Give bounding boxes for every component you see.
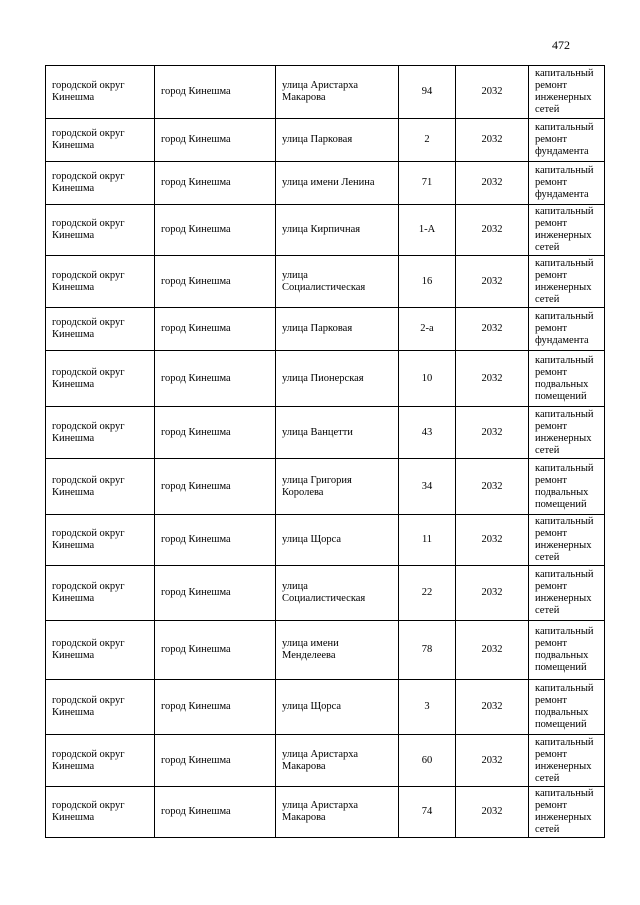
cell-house-number: 94	[399, 66, 456, 119]
cell-street: улица Социалистическая	[276, 566, 399, 621]
cell-district: городской округ Кинешма	[46, 351, 155, 407]
table-row	[46, 621, 605, 680]
cell-house-number: 71	[399, 162, 456, 205]
cell-street: улица Щорса	[276, 680, 399, 735]
cell-town: город Кинешма	[155, 308, 276, 351]
table-row	[46, 787, 605, 838]
cell-work-type: капитальный ремонт инженерных сетей	[529, 566, 605, 621]
cell-work-type: капитальный ремонт инженерных сетей	[529, 66, 605, 119]
cell-year: 2032	[456, 459, 529, 515]
cell-work-type: капитальный ремонт инженерных сетей	[529, 515, 605, 566]
cell-house-number: 22	[399, 566, 456, 621]
cell-house-number: 16	[399, 256, 456, 308]
table-row	[46, 680, 605, 735]
cell-year: 2032	[456, 205, 529, 256]
cell-work-type: капитальный ремонт подвальных помещений	[529, 459, 605, 515]
cell-town: город Кинешма	[155, 515, 276, 566]
cell-work-type: капитальный ремонт инженерных сетей	[529, 256, 605, 308]
cell-street: улица Ванцетти	[276, 407, 399, 459]
cell-house-number: 60	[399, 735, 456, 787]
cell-house-number: 2	[399, 119, 456, 162]
cell-town: город Кинешма	[155, 407, 276, 459]
cell-street: улица Аристарха Макарова	[276, 787, 399, 838]
cell-town: город Кинешма	[155, 566, 276, 621]
table-row	[46, 256, 605, 308]
cell-district: городской округ Кинешма	[46, 256, 155, 308]
cell-year: 2032	[456, 787, 529, 838]
cell-district: городской округ Кинешма	[46, 308, 155, 351]
table-row	[46, 735, 605, 787]
cell-house-number: 10	[399, 351, 456, 407]
cell-street: улица Социалистическая	[276, 256, 399, 308]
cell-house-number: 74	[399, 787, 456, 838]
cell-work-type: капитальный ремонт инженерных сетей	[529, 735, 605, 787]
table-row	[46, 205, 605, 256]
cell-street: улица Парковая	[276, 119, 399, 162]
cell-town: город Кинешма	[155, 162, 276, 205]
cell-town: город Кинешма	[155, 256, 276, 308]
cell-district: городской округ Кинешма	[46, 119, 155, 162]
cell-year: 2032	[456, 308, 529, 351]
cell-town: город Кинешма	[155, 205, 276, 256]
cell-street: улица Григория Королева	[276, 459, 399, 515]
cell-year: 2032	[456, 351, 529, 407]
table-row	[46, 515, 605, 566]
cell-district: городской округ Кинешма	[46, 162, 155, 205]
cell-work-type: капитальный ремонт инженерных сетей	[529, 407, 605, 459]
cell-work-type: капитальный ремонт подвальных помещений	[529, 621, 605, 680]
cell-street: улица Аристарха Макарова	[276, 66, 399, 119]
cell-house-number: 3	[399, 680, 456, 735]
cell-town: город Кинешма	[155, 735, 276, 787]
cell-year: 2032	[456, 162, 529, 205]
cell-year: 2032	[456, 621, 529, 680]
cell-district: городской округ Кинешма	[46, 621, 155, 680]
table-row	[46, 566, 605, 621]
cell-town: город Кинешма	[155, 119, 276, 162]
cell-district: городской округ Кинешма	[46, 735, 155, 787]
registry-table-body	[46, 66, 605, 838]
cell-house-number: 2-а	[399, 308, 456, 351]
table-row	[46, 459, 605, 515]
table-row	[46, 162, 605, 205]
cell-district: городской округ Кинешма	[46, 566, 155, 621]
cell-year: 2032	[456, 66, 529, 119]
cell-year: 2032	[456, 256, 529, 308]
cell-house-number: 34	[399, 459, 456, 515]
cell-year: 2032	[456, 566, 529, 621]
cell-work-type: капитальный ремонт подвальных помещений	[529, 351, 605, 407]
cell-street: улица Пионерская	[276, 351, 399, 407]
cell-district: городской округ Кинешма	[46, 459, 155, 515]
cell-work-type: капитальный ремонт фундамента	[529, 162, 605, 205]
cell-town: город Кинешма	[155, 680, 276, 735]
cell-district: городской округ Кинешма	[46, 787, 155, 838]
cell-district: городской округ Кинешма	[46, 515, 155, 566]
table-row	[46, 308, 605, 351]
cell-district: городской округ Кинешма	[46, 407, 155, 459]
cell-work-type: капитальный ремонт инженерных сетей	[529, 787, 605, 838]
cell-town: город Кинешма	[155, 66, 276, 119]
cell-street: улица Кирпичная	[276, 205, 399, 256]
cell-street: улица Щорса	[276, 515, 399, 566]
table-row	[46, 407, 605, 459]
cell-street: улица Аристарха Макарова	[276, 735, 399, 787]
cell-town: город Кинешма	[155, 351, 276, 407]
cell-work-type: капитальный ремонт фундамента	[529, 119, 605, 162]
cell-work-type: капитальный ремонт подвальных помещений	[529, 680, 605, 735]
cell-town: город Кинешма	[155, 621, 276, 680]
cell-district: городской округ Кинешма	[46, 680, 155, 735]
cell-street: улица имени Ленина	[276, 162, 399, 205]
cell-street: улица имени Менделеева	[276, 621, 399, 680]
cell-town: город Кинешма	[155, 459, 276, 515]
page-number: 472	[552, 38, 570, 52]
cell-house-number: 78	[399, 621, 456, 680]
cell-district: городской округ Кинешма	[46, 205, 155, 256]
cell-house-number: 1-А	[399, 205, 456, 256]
cell-year: 2032	[456, 515, 529, 566]
cell-work-type: капитальный ремонт фундамента	[529, 308, 605, 351]
cell-town: город Кинешма	[155, 787, 276, 838]
cell-street: улица Парковая	[276, 308, 399, 351]
cell-year: 2032	[456, 119, 529, 162]
cell-work-type: капитальный ремонт инженерных сетей	[529, 205, 605, 256]
registry-table	[45, 65, 605, 838]
cell-year: 2032	[456, 680, 529, 735]
cell-house-number: 43	[399, 407, 456, 459]
cell-year: 2032	[456, 407, 529, 459]
cell-house-number: 11	[399, 515, 456, 566]
table-row	[46, 351, 605, 407]
table-row	[46, 66, 605, 119]
cell-district: городской округ Кинешма	[46, 66, 155, 119]
table-row	[46, 119, 605, 162]
cell-year: 2032	[456, 735, 529, 787]
